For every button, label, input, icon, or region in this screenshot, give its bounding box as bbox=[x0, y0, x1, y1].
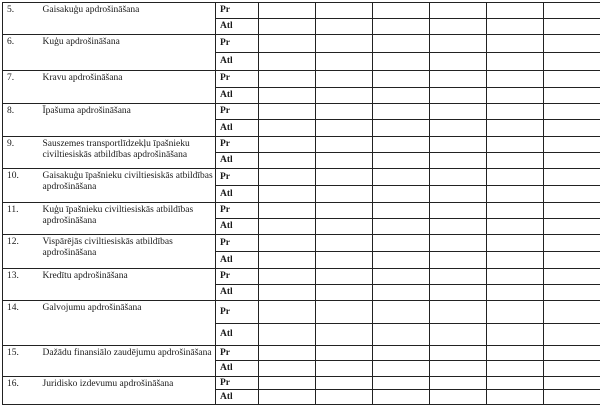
value-cell[interactable] bbox=[487, 87, 544, 103]
row-number: 9. bbox=[3, 137, 40, 169]
table-row bbox=[3, 71, 600, 88]
insurance-class-name: Dažādu finansiālo zaudējumu apdrošināšana bbox=[40, 346, 216, 376]
value-cell[interactable] bbox=[316, 284, 373, 301]
value-cell[interactable] bbox=[544, 152, 600, 169]
code-atl-label: Atl bbox=[216, 390, 259, 405]
code-atl-label: Atl bbox=[216, 53, 259, 71]
row-number: 11. bbox=[3, 202, 40, 234]
code-pr-label: Pr bbox=[216, 3, 259, 19]
value-cell[interactable] bbox=[430, 53, 487, 71]
value-cell[interactable] bbox=[316, 324, 373, 346]
table-row bbox=[3, 301, 600, 324]
table-row bbox=[3, 35, 600, 53]
value-cell[interactable] bbox=[373, 71, 430, 88]
code-pr-label: Pr bbox=[216, 202, 259, 218]
value-cell[interactable] bbox=[430, 284, 487, 301]
value-cell[interactable] bbox=[487, 120, 544, 137]
value-cell[interactable] bbox=[487, 252, 544, 269]
value-cell[interactable] bbox=[316, 346, 373, 361]
value-cell[interactable] bbox=[373, 376, 430, 390]
value-cell[interactable] bbox=[430, 71, 487, 88]
value-cell[interactable] bbox=[259, 361, 316, 377]
value-cell[interactable] bbox=[430, 390, 487, 405]
row-number: 14. bbox=[3, 301, 40, 346]
value-cell[interactable] bbox=[544, 169, 600, 186]
value-cell[interactable] bbox=[373, 186, 430, 203]
value-cell[interactable] bbox=[316, 3, 373, 19]
value-cell[interactable] bbox=[544, 284, 600, 301]
insurance-class-name: Vispārējās civiltiesiskās atbildības apdrošināšana bbox=[40, 235, 216, 269]
value-cell[interactable] bbox=[487, 71, 544, 88]
value-cell[interactable] bbox=[316, 202, 373, 218]
value-cell[interactable] bbox=[316, 235, 373, 252]
code-pr-label: Pr bbox=[216, 268, 259, 284]
value-cell[interactable] bbox=[544, 346, 600, 361]
table-row bbox=[3, 346, 600, 361]
value-cell[interactable] bbox=[487, 103, 544, 120]
value-cell[interactable] bbox=[373, 137, 430, 153]
value-cell[interactable] bbox=[544, 324, 600, 346]
value-cell[interactable] bbox=[544, 3, 600, 19]
value-cell[interactable] bbox=[487, 202, 544, 218]
value-cell[interactable] bbox=[544, 376, 600, 390]
insurance-class-name: Kuģu īpašnieku civiltiesiskās atbildības apdrošināšana bbox=[40, 202, 216, 234]
value-cell[interactable] bbox=[430, 268, 487, 284]
insurance-class-name: Juridisko izdevumu apdrošināšana bbox=[40, 376, 216, 404]
value-cell[interactable] bbox=[259, 35, 316, 53]
value-cell[interactable] bbox=[487, 169, 544, 186]
code-pr-label: Pr bbox=[216, 301, 259, 324]
value-cell[interactable] bbox=[316, 103, 373, 120]
value-cell[interactable] bbox=[373, 35, 430, 53]
value-cell[interactable] bbox=[544, 186, 600, 203]
value-cell[interactable] bbox=[259, 71, 316, 88]
insurance-class-name: Sauszemes transportlīdzekļu īpašnieku civiltiesiskās atbildības apdrošināšana bbox=[40, 137, 216, 169]
value-cell[interactable] bbox=[373, 346, 430, 361]
insurance-classes-table bbox=[2, 2, 600, 405]
value-cell[interactable] bbox=[316, 186, 373, 203]
value-cell[interactable] bbox=[487, 390, 544, 405]
code-pr-label: Pr bbox=[216, 169, 259, 186]
value-cell[interactable] bbox=[373, 324, 430, 346]
code-pr-label: Pr bbox=[216, 71, 259, 88]
value-cell[interactable] bbox=[430, 152, 487, 169]
row-number: 7. bbox=[3, 71, 40, 103]
insurance-class-name: Gaisakuģu apdrošināšana bbox=[40, 3, 216, 35]
insurance-class-name: Kuģu apdrošināšana bbox=[40, 35, 216, 71]
code-atl-label: Atl bbox=[216, 252, 259, 269]
row-number: 16. bbox=[3, 376, 40, 404]
value-cell[interactable] bbox=[259, 301, 316, 324]
value-cell[interactable] bbox=[487, 361, 544, 377]
value-cell[interactable] bbox=[316, 152, 373, 169]
table-row bbox=[3, 376, 600, 390]
code-atl-label: Atl bbox=[216, 120, 259, 137]
value-cell[interactable] bbox=[487, 284, 544, 301]
value-cell[interactable] bbox=[544, 301, 600, 324]
value-cell[interactable] bbox=[259, 235, 316, 252]
value-cell[interactable] bbox=[259, 324, 316, 346]
value-cell[interactable] bbox=[259, 390, 316, 405]
value-cell[interactable] bbox=[430, 301, 487, 324]
table-row bbox=[3, 137, 600, 153]
table-row bbox=[3, 235, 600, 252]
insurance-class-name: Kredītu apdrošināšana bbox=[40, 268, 216, 300]
value-cell[interactable] bbox=[316, 71, 373, 88]
value-cell[interactable] bbox=[544, 218, 600, 235]
value-cell[interactable] bbox=[430, 169, 487, 186]
table-row bbox=[3, 169, 600, 186]
value-cell[interactable] bbox=[373, 202, 430, 218]
value-cell[interactable] bbox=[544, 268, 600, 284]
value-cell[interactable] bbox=[430, 324, 487, 346]
value-cell[interactable] bbox=[259, 376, 316, 390]
value-cell[interactable] bbox=[487, 376, 544, 390]
insurance-class-name: Gaisakuģu īpašnieku civiltiesiskās atbildības apdrošināšana bbox=[40, 169, 216, 203]
value-cell[interactable] bbox=[430, 202, 487, 218]
row-number: 15. bbox=[3, 346, 40, 376]
value-cell[interactable] bbox=[373, 390, 430, 405]
value-cell[interactable] bbox=[487, 324, 544, 346]
value-cell[interactable] bbox=[544, 202, 600, 218]
value-cell[interactable] bbox=[373, 120, 430, 137]
value-cell[interactable] bbox=[487, 3, 544, 19]
value-cell[interactable] bbox=[316, 268, 373, 284]
row-number: 5. bbox=[3, 3, 40, 35]
value-cell[interactable] bbox=[316, 361, 373, 377]
value-cell[interactable] bbox=[259, 137, 316, 153]
table-row bbox=[3, 103, 600, 120]
value-cell[interactable] bbox=[316, 390, 373, 405]
value-cell[interactable] bbox=[544, 53, 600, 71]
code-atl-label: Atl bbox=[216, 324, 259, 346]
code-pr-label: Pr bbox=[216, 103, 259, 120]
value-cell[interactable] bbox=[430, 346, 487, 361]
value-cell[interactable] bbox=[430, 361, 487, 377]
value-cell[interactable] bbox=[487, 53, 544, 71]
value-cell[interactable] bbox=[316, 252, 373, 269]
value-cell[interactable] bbox=[430, 35, 487, 53]
value-cell[interactable] bbox=[316, 120, 373, 137]
value-cell[interactable] bbox=[316, 376, 373, 390]
code-atl-label: Atl bbox=[216, 18, 259, 35]
value-cell[interactable] bbox=[373, 152, 430, 169]
value-cell[interactable] bbox=[259, 103, 316, 120]
value-cell[interactable] bbox=[259, 120, 316, 137]
value-cell[interactable] bbox=[259, 252, 316, 269]
value-cell[interactable] bbox=[544, 137, 600, 153]
value-cell[interactable] bbox=[373, 169, 430, 186]
value-cell[interactable] bbox=[430, 120, 487, 137]
value-cell[interactable] bbox=[544, 361, 600, 377]
value-cell[interactable] bbox=[487, 137, 544, 153]
value-cell[interactable] bbox=[430, 3, 487, 19]
row-number: 13. bbox=[3, 268, 40, 300]
value-cell[interactable] bbox=[259, 169, 316, 186]
value-cell[interactable] bbox=[373, 218, 430, 235]
value-cell[interactable] bbox=[487, 18, 544, 35]
value-cell[interactable] bbox=[259, 284, 316, 301]
code-atl-label: Atl bbox=[216, 152, 259, 169]
value-cell[interactable] bbox=[487, 235, 544, 252]
value-cell[interactable] bbox=[487, 268, 544, 284]
row-number: 12. bbox=[3, 235, 40, 269]
value-cell[interactable] bbox=[487, 301, 544, 324]
value-cell[interactable] bbox=[316, 301, 373, 324]
code-pr-label: Pr bbox=[216, 137, 259, 153]
value-cell[interactable] bbox=[544, 235, 600, 252]
value-cell[interactable] bbox=[259, 152, 316, 169]
row-number: 8. bbox=[3, 103, 40, 137]
value-cell[interactable] bbox=[544, 390, 600, 405]
code-atl-label: Atl bbox=[216, 186, 259, 203]
insurance-class-name: Galvojumu apdrošināšana bbox=[40, 301, 216, 346]
value-cell[interactable] bbox=[316, 218, 373, 235]
value-cell[interactable] bbox=[373, 103, 430, 120]
code-pr-label: Pr bbox=[216, 235, 259, 252]
table-row bbox=[3, 268, 600, 284]
value-cell[interactable] bbox=[373, 3, 430, 19]
value-cell[interactable] bbox=[316, 35, 373, 53]
insurance-class-name: Kravu apdrošināšana bbox=[40, 71, 216, 103]
value-cell[interactable] bbox=[544, 18, 600, 35]
value-cell[interactable] bbox=[373, 53, 430, 71]
value-cell[interactable] bbox=[373, 301, 430, 324]
value-cell[interactable] bbox=[430, 137, 487, 153]
value-cell[interactable] bbox=[259, 202, 316, 218]
value-cell[interactable] bbox=[316, 53, 373, 71]
value-cell[interactable] bbox=[316, 137, 373, 153]
value-cell[interactable] bbox=[430, 218, 487, 235]
code-atl-label: Atl bbox=[216, 87, 259, 103]
value-cell[interactable] bbox=[430, 376, 487, 390]
value-cell[interactable] bbox=[487, 152, 544, 169]
code-pr-label: Pr bbox=[216, 35, 259, 53]
code-pr-label: Pr bbox=[216, 376, 259, 390]
value-cell[interactable] bbox=[373, 18, 430, 35]
code-atl-label: Atl bbox=[216, 284, 259, 301]
value-cell[interactable] bbox=[544, 87, 600, 103]
value-cell[interactable] bbox=[373, 284, 430, 301]
value-cell[interactable] bbox=[259, 218, 316, 235]
value-cell[interactable] bbox=[259, 346, 316, 361]
value-cell[interactable] bbox=[316, 87, 373, 103]
value-cell[interactable] bbox=[259, 18, 316, 35]
value-cell[interactable] bbox=[544, 252, 600, 269]
value-cell[interactable] bbox=[430, 252, 487, 269]
code-pr-label: Pr bbox=[216, 346, 259, 361]
value-cell[interactable] bbox=[544, 71, 600, 88]
row-number: 10. bbox=[3, 169, 40, 203]
value-cell[interactable] bbox=[487, 218, 544, 235]
value-cell[interactable] bbox=[316, 169, 373, 186]
insurance-class-name: Īpašuma apdrošināšana bbox=[40, 103, 216, 137]
value-cell[interactable] bbox=[544, 35, 600, 53]
value-cell[interactable] bbox=[430, 186, 487, 203]
value-cell[interactable] bbox=[430, 235, 487, 252]
value-cell[interactable] bbox=[487, 35, 544, 53]
row-number: 6. bbox=[3, 35, 40, 71]
value-cell[interactable] bbox=[373, 87, 430, 103]
value-cell[interactable] bbox=[544, 120, 600, 137]
value-cell[interactable] bbox=[544, 103, 600, 120]
value-cell[interactable] bbox=[430, 103, 487, 120]
value-cell[interactable] bbox=[259, 268, 316, 284]
code-atl-label: Atl bbox=[216, 218, 259, 235]
value-cell[interactable] bbox=[316, 18, 373, 35]
value-cell[interactable] bbox=[487, 186, 544, 203]
value-cell[interactable] bbox=[430, 87, 487, 103]
value-cell[interactable] bbox=[259, 53, 316, 71]
value-cell[interactable] bbox=[373, 268, 430, 284]
value-cell[interactable] bbox=[373, 252, 430, 269]
table-row bbox=[3, 202, 600, 218]
value-cell[interactable] bbox=[259, 3, 316, 19]
value-cell[interactable] bbox=[373, 235, 430, 252]
code-atl-label: Atl bbox=[216, 361, 259, 377]
value-cell[interactable] bbox=[430, 18, 487, 35]
value-cell[interactable] bbox=[259, 87, 316, 103]
value-cell[interactable] bbox=[259, 186, 316, 203]
value-cell[interactable] bbox=[487, 346, 544, 361]
value-cell[interactable] bbox=[373, 361, 430, 377]
table-row bbox=[3, 3, 600, 19]
